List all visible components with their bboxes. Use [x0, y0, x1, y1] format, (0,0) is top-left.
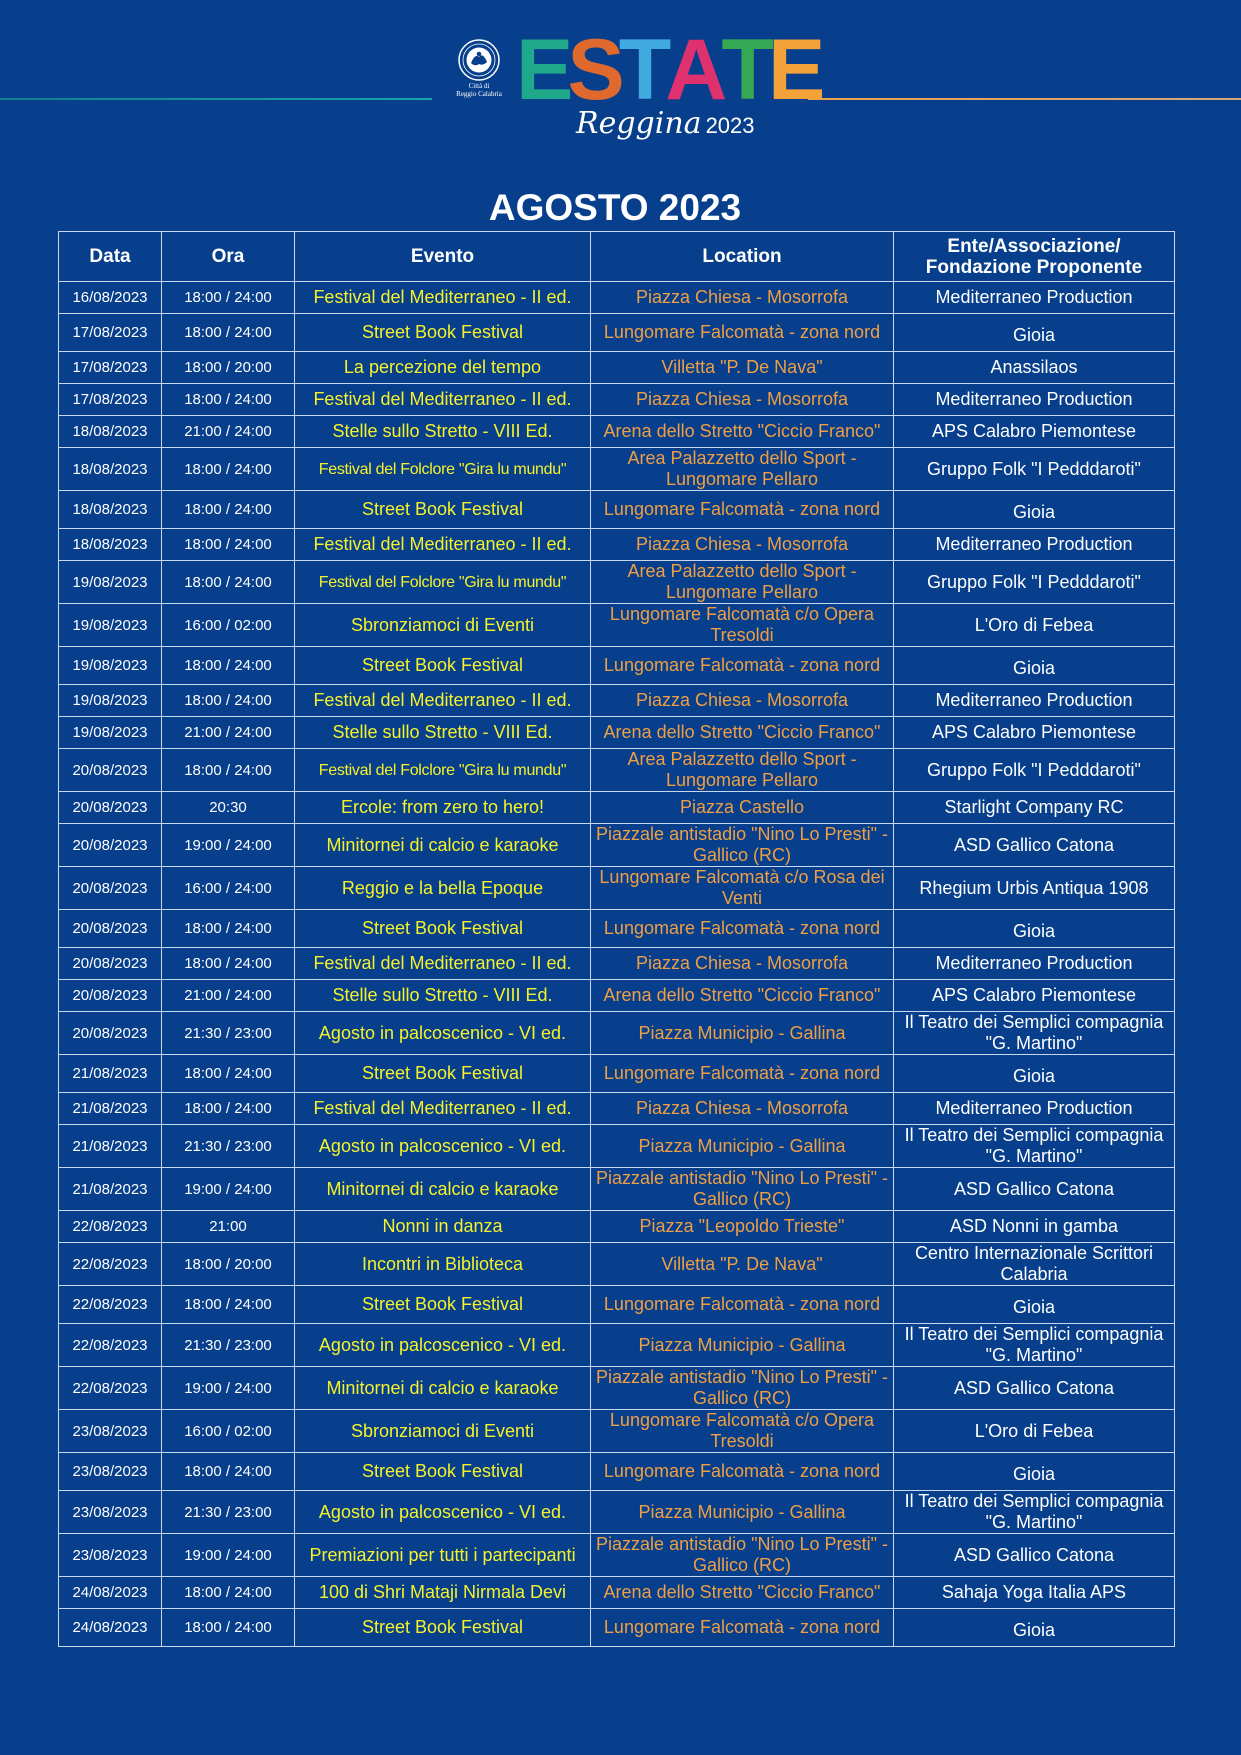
cell-date: 20/08/2023: [59, 867, 162, 910]
cell-location: Piazza Chiesa - Mosorrofa: [591, 685, 894, 717]
cell-date: 20/08/2023: [59, 792, 162, 824]
table-row: [59, 1367, 1175, 1410]
cell-date: 20/08/2023: [59, 1012, 162, 1055]
cell-organizer: Mediterraneo Production: [894, 529, 1175, 561]
cell-event: Agosto in palcoscenico - VI ed.: [295, 1324, 591, 1367]
cell-location: Lungomare Falcomatà - zona nord: [591, 1609, 894, 1647]
table-row: [59, 1577, 1175, 1609]
table-row: [59, 1211, 1175, 1243]
table-row: [59, 792, 1175, 824]
cell-date: 19/08/2023: [59, 604, 162, 647]
cell-date: 19/08/2023: [59, 685, 162, 717]
cell-event: Reggio e la bella Epoque: [295, 867, 591, 910]
cell-location: Piazzale antistadio "Nino Lo Presti" - Gallico (RC): [591, 1168, 894, 1211]
cell-time: 18:00 / 24:00: [162, 1055, 295, 1093]
cell-time: 18:00 / 24:00: [162, 1609, 295, 1647]
cell-event: Street Book Festival: [295, 1286, 591, 1324]
cell-event: Ercole: from zero to hero!: [295, 792, 591, 824]
cell-time: 18:00 / 24:00: [162, 1453, 295, 1491]
cell-event: Stelle sullo Stretto - VIII Ed.: [295, 717, 591, 749]
cell-organizer: Il Teatro dei Semplici compagnia "G. Martino": [894, 1491, 1175, 1534]
table-row: [59, 282, 1175, 314]
cell-location: Arena dello Stretto "Ciccio Franco": [591, 717, 894, 749]
cell-date: 23/08/2023: [59, 1453, 162, 1491]
cell-date: 21/08/2023: [59, 1125, 162, 1168]
cell-time: 18:00 / 24:00: [162, 561, 295, 604]
cell-organizer: Mediterraneo Production: [894, 282, 1175, 314]
logo-letter: T: [618, 22, 666, 118]
cell-location: Lungomare Falcomatà - zona nord: [591, 491, 894, 529]
cell-time: 21:30 / 23:00: [162, 1125, 295, 1168]
cell-location: Piazza Chiesa - Mosorrofa: [591, 1093, 894, 1125]
header: [0, 0, 1241, 160]
cell-date: 19/08/2023: [59, 647, 162, 685]
cell-time: 19:00 / 24:00: [162, 824, 295, 867]
cell-location: Area Palazzetto dello Sport - Lungomare Pellaro: [591, 561, 894, 604]
cell-time: 18:00 / 24:00: [162, 647, 295, 685]
header-location: Location: [591, 232, 894, 282]
logo-letter: T: [721, 22, 768, 118]
cell-event: La percezione del tempo: [295, 352, 591, 384]
cell-time: 20:30: [162, 792, 295, 824]
cell-event: Festival del Mediterraneo - II ed.: [295, 948, 591, 980]
table-row: [59, 824, 1175, 867]
cell-time: 18:00 / 24:00: [162, 749, 295, 792]
cell-date: 18/08/2023: [59, 529, 162, 561]
cell-organizer: Gioia: [894, 1286, 1175, 1324]
cell-date: 24/08/2023: [59, 1577, 162, 1609]
cell-organizer: Centro Internazionale Scrittori Calabria: [894, 1243, 1175, 1286]
cell-time: 19:00 / 24:00: [162, 1367, 295, 1410]
table-row: [59, 1453, 1175, 1491]
cell-organizer: Starlight Company RC: [894, 792, 1175, 824]
cell-organizer: L'Oro di Febea: [894, 604, 1175, 647]
cell-date: 22/08/2023: [59, 1211, 162, 1243]
cell-event: Premiazioni per tutti i partecipanti: [295, 1534, 591, 1577]
cell-date: 23/08/2023: [59, 1410, 162, 1453]
cell-date: 17/08/2023: [59, 384, 162, 416]
table-row: [59, 685, 1175, 717]
cell-organizer: Gruppo Folk "I Pedddaroti": [894, 749, 1175, 792]
header-line-left: [0, 98, 432, 100]
cell-event: Festival del Mediterraneo - II ed.: [295, 282, 591, 314]
table-header-row: [59, 232, 1175, 282]
table-row: [59, 1491, 1175, 1534]
header-line-right: [808, 98, 1241, 100]
cell-organizer: Il Teatro dei Semplici compagnia "G. Martino": [894, 1012, 1175, 1055]
cell-location: Piazza Chiesa - Mosorrofa: [591, 384, 894, 416]
table-row: [59, 1012, 1175, 1055]
cell-event: Stelle sullo Stretto - VIII Ed.: [295, 980, 591, 1012]
cell-time: 18:00 / 24:00: [162, 282, 295, 314]
cell-event: Festival del Folclore "Gira lu mundu": [295, 749, 591, 792]
cell-time: 21:30 / 23:00: [162, 1491, 295, 1534]
cell-time: 18:00 / 24:00: [162, 948, 295, 980]
cell-location: Lungomare Falcomatà - zona nord: [591, 1055, 894, 1093]
cell-organizer: Gioia: [894, 1055, 1175, 1093]
cell-date: 23/08/2023: [59, 1491, 162, 1534]
table-row: [59, 1286, 1175, 1324]
logo-subtitle: [576, 106, 755, 150]
city-seal: [454, 38, 504, 102]
table-row: [59, 1093, 1175, 1125]
cell-location: Area Palazzetto dello Sport - Lungomare Pellaro: [591, 749, 894, 792]
cell-event: Festival del Mediterraneo - II ed.: [295, 384, 591, 416]
cell-organizer: Mediterraneo Production: [894, 1093, 1175, 1125]
cell-event: Street Book Festival: [295, 1453, 591, 1491]
cell-time: 21:00 / 24:00: [162, 980, 295, 1012]
cell-event: Sbronziamoci di Eventi: [295, 604, 591, 647]
logo-subtitle-year: 2023: [705, 113, 755, 138]
cell-organizer: ASD Gallico Catona: [894, 1168, 1175, 1211]
cell-location: Lungomare Falcomatà c/o Rosa dei Venti: [591, 867, 894, 910]
cell-time: 21:00 / 24:00: [162, 416, 295, 448]
cell-event: Street Book Festival: [295, 1055, 591, 1093]
cell-location: Area Palazzetto dello Sport - Lungomare Pellaro: [591, 448, 894, 491]
cell-time: 18:00 / 20:00: [162, 352, 295, 384]
cell-time: 21:30 / 23:00: [162, 1012, 295, 1055]
cell-date: 18/08/2023: [59, 416, 162, 448]
cell-event: Festival del Mediterraneo - II ed.: [295, 1093, 591, 1125]
cell-location: Piazza Castello: [591, 792, 894, 824]
table-row: [59, 529, 1175, 561]
page-title: AGOSTO 2023: [488, 187, 742, 228]
cell-organizer: ASD Gallico Catona: [894, 824, 1175, 867]
cell-location: Lungomare Falcomatà - zona nord: [591, 314, 894, 352]
table-row: [59, 384, 1175, 416]
cell-event: Sbronziamoci di Eventi: [295, 1410, 591, 1453]
cell-event: Stelle sullo Stretto - VIII Ed.: [295, 416, 591, 448]
cell-time: 18:00 / 20:00: [162, 1243, 295, 1286]
table-row: [59, 1125, 1175, 1168]
cell-date: 16/08/2023: [59, 282, 162, 314]
cell-time: 21:00 / 24:00: [162, 717, 295, 749]
cell-location: Villetta "P. De Nava": [591, 1243, 894, 1286]
table-row: [59, 1243, 1175, 1286]
cell-organizer: L'Oro di Febea: [894, 1410, 1175, 1453]
cell-date: 22/08/2023: [59, 1243, 162, 1286]
table-body: [59, 282, 1175, 1647]
city-crest-icon: [457, 38, 501, 82]
cell-event: Festival del Folclore "Gira lu mundu": [295, 561, 591, 604]
cell-event: Festival del Mediterraneo - II ed.: [295, 685, 591, 717]
table-row: [59, 604, 1175, 647]
cell-time: 18:00 / 24:00: [162, 1577, 295, 1609]
cell-organizer: Gioia: [894, 1609, 1175, 1647]
table-row: [59, 867, 1175, 910]
table-row: [59, 1055, 1175, 1093]
cell-event: Street Book Festival: [295, 910, 591, 948]
cell-date: 24/08/2023: [59, 1609, 162, 1647]
cell-date: 20/08/2023: [59, 910, 162, 948]
cell-event: Agosto in palcoscenico - VI ed.: [295, 1125, 591, 1168]
cell-date: 18/08/2023: [59, 448, 162, 491]
cell-date: 20/08/2023: [59, 948, 162, 980]
cell-date: 21/08/2023: [59, 1093, 162, 1125]
cell-time: 16:00 / 02:00: [162, 1410, 295, 1453]
cell-location: Arena dello Stretto "Ciccio Franco": [591, 1577, 894, 1609]
cell-time: 18:00 / 24:00: [162, 1093, 295, 1125]
cell-date: 17/08/2023: [59, 314, 162, 352]
city-name-line1: Città di: [468, 82, 490, 90]
cell-event: Street Book Festival: [295, 314, 591, 352]
cell-location: Lungomare Falcomatà c/o Opera Tresoldi: [591, 1410, 894, 1453]
logo-letter: E: [516, 22, 568, 118]
cell-event: Agosto in palcoscenico - VI ed.: [295, 1012, 591, 1055]
cell-event: Incontri in Biblioteca: [295, 1243, 591, 1286]
cell-location: Lungomare Falcomatà - zona nord: [591, 647, 894, 685]
cell-event: Street Book Festival: [295, 647, 591, 685]
logo-letter: A: [665, 22, 722, 118]
table-row: [59, 1410, 1175, 1453]
cell-event: Nonni in danza: [295, 1211, 591, 1243]
cell-organizer: Il Teatro dei Semplici compagnia "G. Martino": [894, 1324, 1175, 1367]
cell-organizer: Gioia: [894, 491, 1175, 529]
cell-date: 19/08/2023: [59, 717, 162, 749]
cell-date: 17/08/2023: [59, 352, 162, 384]
cell-time: 18:00 / 24:00: [162, 384, 295, 416]
cell-date: 19/08/2023: [59, 561, 162, 604]
cell-time: 18:00 / 24:00: [162, 491, 295, 529]
cell-event: Minitornei di calcio e karaoke: [295, 1367, 591, 1410]
cell-location: Piazza "Leopoldo Trieste": [591, 1211, 894, 1243]
logo-letter: S: [567, 22, 619, 118]
cell-event: Minitornei di calcio e karaoke: [295, 824, 591, 867]
cell-organizer: Anassilaos: [894, 352, 1175, 384]
cell-organizer: ASD Gallico Catona: [894, 1367, 1175, 1410]
cell-location: Lungomare Falcomatà c/o Opera Tresoldi: [591, 604, 894, 647]
cell-location: Piazzale antistadio "Nino Lo Presti" - Gallico (RC): [591, 1534, 894, 1577]
cell-location: Piazza Municipio - Gallina: [591, 1125, 894, 1168]
table-row: [59, 416, 1175, 448]
cell-date: 20/08/2023: [59, 980, 162, 1012]
header-time: Ora: [162, 232, 295, 282]
table-row: [59, 491, 1175, 529]
cell-event: Minitornei di calcio e karaoke: [295, 1168, 591, 1211]
cell-organizer: Gruppo Folk "I Pedddaroti": [894, 448, 1175, 491]
cell-event: Street Book Festival: [295, 1609, 591, 1647]
cell-organizer: Rhegium Urbis Antiqua 1908: [894, 867, 1175, 910]
cell-date: 23/08/2023: [59, 1534, 162, 1577]
cell-time: 19:00 / 24:00: [162, 1168, 295, 1211]
cell-date: 20/08/2023: [59, 749, 162, 792]
table-row: [59, 910, 1175, 948]
cell-date: 18/08/2023: [59, 491, 162, 529]
header-event: Evento: [295, 232, 591, 282]
cell-location: Piazza Municipio - Gallina: [591, 1324, 894, 1367]
logo-letter: E: [767, 22, 820, 118]
cell-date: 22/08/2023: [59, 1324, 162, 1367]
logo-subtitle-script: Reggina: [576, 106, 702, 141]
cell-organizer: Mediterraneo Production: [894, 948, 1175, 980]
table-row: [59, 352, 1175, 384]
cell-location: Piazzale antistadio "Nino Lo Presti" - Gallico (RC): [591, 824, 894, 867]
table-row: [59, 1324, 1175, 1367]
cell-time: 18:00 / 24:00: [162, 314, 295, 352]
table-row: [59, 749, 1175, 792]
cell-time: 19:00 / 24:00: [162, 1534, 295, 1577]
cell-organizer: Gioia: [894, 314, 1175, 352]
cell-location: Lungomare Falcomatà - zona nord: [591, 1286, 894, 1324]
table-row: [59, 980, 1175, 1012]
table-row: [59, 647, 1175, 685]
cell-organizer: ASD Nonni in gamba: [894, 1211, 1175, 1243]
cell-time: 18:00 / 24:00: [162, 685, 295, 717]
cell-location: Lungomare Falcomatà - zona nord: [591, 910, 894, 948]
cell-location: Piazza Municipio - Gallina: [591, 1012, 894, 1055]
cell-event: Agosto in palcoscenico - VI ed.: [295, 1491, 591, 1534]
cell-event: Street Book Festival: [295, 491, 591, 529]
cell-date: 22/08/2023: [59, 1367, 162, 1410]
cell-time: 18:00 / 24:00: [162, 910, 295, 948]
cell-organizer: Gioia: [894, 1453, 1175, 1491]
cell-organizer: Mediterraneo Production: [894, 685, 1175, 717]
cell-organizer: Gruppo Folk "I Pedddaroti": [894, 561, 1175, 604]
cell-organizer: Gioia: [894, 647, 1175, 685]
cell-event: Festival del Mediterraneo - II ed.: [295, 529, 591, 561]
table-row: [59, 717, 1175, 749]
cell-time: 18:00 / 24:00: [162, 1286, 295, 1324]
estate-logo: [516, 22, 820, 118]
cell-location: Piazza Municipio - Gallina: [591, 1491, 894, 1534]
cell-time: 21:00: [162, 1211, 295, 1243]
table-row: [59, 561, 1175, 604]
cell-organizer: Gioia: [894, 910, 1175, 948]
cell-date: 21/08/2023: [59, 1168, 162, 1211]
cell-organizer: Il Teatro dei Semplici compagnia "G. Martino": [894, 1125, 1175, 1168]
cell-location: Lungomare Falcomatà - zona nord: [591, 1453, 894, 1491]
header-organizer: Ente/Associazione/ Fondazione Proponente: [894, 232, 1175, 282]
cell-event: 100 di Shri Mataji Nirmala Devi: [295, 1577, 591, 1609]
cell-time: 18:00 / 24:00: [162, 529, 295, 561]
city-name-line2: Reggio Calabria: [456, 90, 502, 98]
cell-location: Villetta "P. De Nava": [591, 352, 894, 384]
table-row: [59, 1168, 1175, 1211]
cell-organizer: APS Calabro Piemontese: [894, 980, 1175, 1012]
cell-event: Festival del Folclore "Gira lu mundu": [295, 448, 591, 491]
cell-time: 16:00 / 24:00: [162, 867, 295, 910]
cell-location: Piazzale antistadio "Nino Lo Presti" - Gallico (RC): [591, 1367, 894, 1410]
table-row: [59, 1609, 1175, 1647]
cell-date: 22/08/2023: [59, 1286, 162, 1324]
events-table: [58, 231, 1175, 1647]
cell-time: 18:00 / 24:00: [162, 448, 295, 491]
cell-organizer: APS Calabro Piemontese: [894, 416, 1175, 448]
cell-location: Piazza Chiesa - Mosorrofa: [591, 282, 894, 314]
cell-location: Arena dello Stretto "Ciccio Franco": [591, 980, 894, 1012]
cell-time: 16:00 / 02:00: [162, 604, 295, 647]
cell-location: Arena dello Stretto "Ciccio Franco": [591, 416, 894, 448]
cell-organizer: Sahaja Yoga Italia APS: [894, 1577, 1175, 1609]
table-row: [59, 314, 1175, 352]
cell-organizer: Mediterraneo Production: [894, 384, 1175, 416]
cell-organizer: APS Calabro Piemontese: [894, 717, 1175, 749]
cell-date: 21/08/2023: [59, 1055, 162, 1093]
cell-time: 21:30 / 23:00: [162, 1324, 295, 1367]
cell-location: Piazza Chiesa - Mosorrofa: [591, 529, 894, 561]
table-row: [59, 1534, 1175, 1577]
table-row: [59, 948, 1175, 980]
cell-date: 20/08/2023: [59, 824, 162, 867]
cell-location: Piazza Chiesa - Mosorrofa: [591, 948, 894, 980]
table-row: [59, 448, 1175, 491]
cell-organizer: ASD Gallico Catona: [894, 1534, 1175, 1577]
header-date: Data: [59, 232, 162, 282]
